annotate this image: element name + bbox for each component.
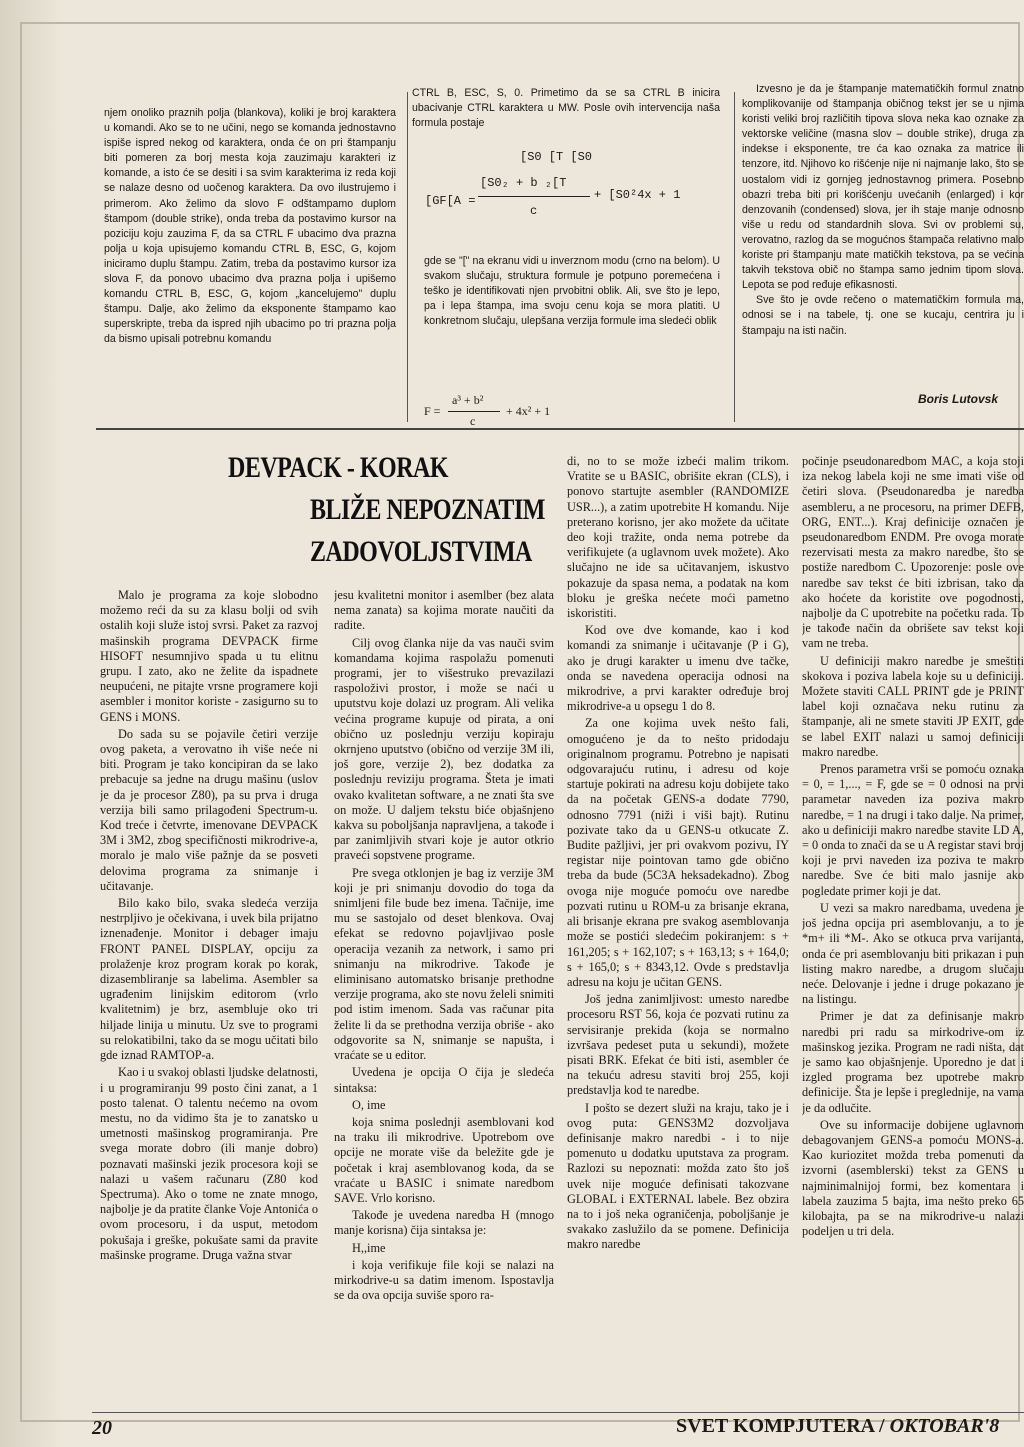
paragraph: Kod ove dve komande, kao i kod komandi za snimanje i učitavanje (P i G), ako je drugi karakter u imenu dve tačke, onda se navedena operacija odnosi na mikrodrive, a prvi karakter određuje broj mikrodrive-a u opsegu 1 do 8. <box>567 623 789 714</box>
paragraph: Cilj ovog članka nije da vas nauči svim komandama kojima raspolažu pomenuti programi, jer to višestruko prevazilazi raspoloživi prostor, i može se naći u uputstvu koje dolazi uz program. Ali velika većina programe kupuje od pirata, a oni obično uz poslednju verziju kopiraju okrnjeno uputstvo (obično od verzije 3M ili, još gore, verzije 2), bez dodatka za poslednju reviziju programa. Šteta je imati ovako kvalitetan software, a ne znati šta sve on može. U daljem tekstu biće objašnjeno kakva su poboljšanja napravljena, a takođe i par zanimljivih stvari koje je autor otkrio praveći sopstvene programe. <box>334 635 554 863</box>
paragraph: Izvesno je da je štampanje matematičkih formul znatno komplikovanije od štampanja običnog tekst jer se u njima koristi veliki broj različitih tipova slova neka kao oznake za vektorske veličine (masna slov – double strike), druga za indekse i eksponente, tre ća kao oznaka za matrice ili tenzore, itd. Njihovo ko rišćenje nije ni najmanje lako, što se uostalom vidi iz gornjeg jednostavnog primera. Posebno obazri treba biti pri korišćenju uvećanih (enlarged) i kor denzovanih (condensed) slova, jer ih staje manje odnosno više u redu od standardnih slova. Svi ov problemi su, verovatno, razlog da se mogućnos štampača relativno malo koriste pri štampanju mate matičkih tekstova, pa se većina takvih tekstova obič no štampa samo jednim tipom slova. Lepota se pod ređuje efikasnosti. <box>742 83 1024 292</box>
formula-garbled-lhs: [GF[A = <box>425 194 476 208</box>
section-divider <box>96 428 1024 430</box>
footer-rule <box>92 1412 1024 1413</box>
top-column-2-intro <box>412 86 720 136</box>
paragraph: di, no to se može izbeći malim trikom. Vratite se u BASIC, obrišite ekran (CLS), i ponovo startujte asembler (RANDOMIZE USR...), a zatim upotrebite H komandu. Nije preterano korisno, jer ako možete da učitate deo koji tražite, onda nema potrebe da verifikujete (a uglavnom uvek možete). Ako slučajno ne ide sa učitavanjem, iskustvo pokazuje da spasa nema, a podatak na kom bloku je greška nećete moći pametno iskoristiti. <box>567 454 789 621</box>
paragraph: jesu kvalitetni monitor i asemlber (bez alata nema zanata) sa kojima morate naučiti da radite. <box>334 588 554 633</box>
syntax-line: O, ime <box>352 1097 386 1112</box>
paragraph: Još jedna zanimljivost: umesto naredbe procesoru RST 56, koja će pozvati rutinu za servisiranje prekida (koja se normalno izvršava pedeset puta u sekundi), možete pisati BRK. Efekat će biti isti, asembler će na tekuću adresu staviti broj 255, koji predstavlja kod te naredbe. <box>567 992 789 1098</box>
article-column-2 <box>334 588 554 1408</box>
magazine-footer <box>676 1415 999 1438</box>
paragraph: U vezi sa makro naredbama, uvedena je još jedna opcija pri asemblovanju, a to je *m+ ili *M-. Ako se otkuca prva varijanta, onda će pri asemblovanju biti prikazan i pun listing makro naredbe, a drugom slučaju neće. Delovanje i jedne i druge pokazano je na listingu. <box>802 900 1024 1007</box>
top-column-1 <box>104 106 396 426</box>
magazine-name: SVET KOMPJUTERA <box>676 1415 874 1437</box>
article-title-line-3: ZADOVOLJSTVIMA <box>310 536 532 569</box>
paragraph: Ove su informacije dobijene uglavnom debagovanjem GENS-a pomoću MONS-a. Kao kuriozitet možda treba pomenuti da izvorni (asemblerski) tekst za GENS u najminimalnijoj formi, bez komentara i labela zauzima 5 bajta, ima nešto preko 65 kilobajta, pa se na mikrodrive-u nalazi podeljen u tri dela. <box>802 1117 1024 1239</box>
formula-final-fraction-bar <box>448 411 500 412</box>
article-column-3 <box>567 454 789 1408</box>
top-column-3 <box>742 82 1024 392</box>
paragraph: počinje pseudonaredbom MAC, a koja stoji iza nekog labela koji ne sme imati više od četiri slova. (Pseudonaredba je naredba asembleru, a ne procesoru, na primer DEFB, ORG, ENT...). Kraj definicije označen je pseudonaredbom ENDM. Pre ovoga morate rezervisati mesta za makro naredbe, što se postiže naredbom C. Upozorenje: posle ove naredbe sav tekst će biti izbrisan, tako da ako hoćete da koristite ove pogodnosti, najbolje da C upotrebite na početku rada. To je takođe način da obrišete sav tekst koji vam ne treba. <box>802 454 1024 651</box>
formula-garbled-numerator: [S0₂ + b ₂[T <box>480 176 567 190</box>
formula-final-denominator: c <box>470 414 476 428</box>
paragraph: Prenos parametra vrši se pomoću oznaka = 0, = 1,..., = F, gde se = 0 odnosi na prvi parametar naveden iza poziva makro naredbe, = 1 na drugi i tako dalje. Na primer, ako u definiciji makro naredbe stavite LD A, = 0 onda to znači da se u A registar stavi broj koji je prvi naveden iza poziva te makro naredbe. Sve će biti malo jasnije ako pogledate primer koji je dat. <box>802 762 1024 898</box>
paragraph: Uvedena je opcija O čija je sledeća sintaksa: <box>334 1065 554 1095</box>
article-title-line-1: DEVPACK - KORAK <box>228 452 449 485</box>
paragraph: I pošto se dezert služi na kraju, tako je i ovog puta: GENS3M2 dozvoljava definisanje makro naredbi - i to nije pomenuto u dodatku uputstava za program. Razlozi su nepoznati: možda zato što još uvek nije moguće definisati takozvane GLOBAL i EXTERNAL labele. Bez obzira na to i još neka ograničenja, poboljšanje je svakako zaslužilo da se pomene. Definicija makro naredbe <box>567 1100 789 1252</box>
paragraph: U definiciji makro naredbe je smeštiti skokova i poziva labela koje su u definiciji. Možete staviti CALL PRINT gde je PRINT label koji označava neku rutinu za štampanje, ali ne smete staviti JP EXIT, gde se label EXIT nalazi u samoj definiciji makro naredbe. <box>802 653 1024 759</box>
paragraph: Za one kojima uvek nešto fali, omogućeno je da to nešto pridodaju originalnom programu. Potrebno je napisati odgovarajuću rutinu, i adresu od koje startuje pokirati na adresu koju dobijete tako da na početak GENS-a dodate 7790, odnosno 7791 (niži i viši bajt). Rutinu pozivate tako da u GENS-u otkucate Z. Budite pažljivi, jer pri ovakvom pozivu, IY registar nije pointovan tamo gde obično treba da bude (5C3A heksadekadno). Zbog ovoga nije moguće pomoću ove naredbe pozvati rutinu u ROM-u za brisanje ekrana, ali brisanje ekrana pre svakog asemblovanja može se postići sledećim pokiranjem: s + 161,205; s + 162,107; s + 163,13; s + 164,0; s + 165,0; s + 8343,12. Ovde s predstavlja adresu na koju je učitan GENS. <box>567 716 789 989</box>
column-divider <box>734 92 735 422</box>
formula-final-lhs: F = <box>424 404 441 418</box>
issue-label: OKTOBAR'8 <box>889 1415 1000 1437</box>
paragraph: koja snima poslednji asemblovani kod na traku ili mikrodrive. Upotrebom ove opcije ne morate više da beležite gde je početak i kraj asemblovanog koda, da se vraćate u BASIC i snimate naredbom SAVE. Vrlo korisno. <box>334 1114 554 1205</box>
formula-garbled-denominator: c <box>530 204 538 218</box>
article-column-4 <box>802 454 1024 1408</box>
formula-final-tail: + 4x² + 1 <box>506 404 551 418</box>
paragraph: Sve što je ovde rečeno o matematičkim formula ma, odnosi se i na tabele, tj. one se kucaju, centrira ju i štampaju na isti način. <box>742 294 1024 337</box>
column-divider <box>407 92 408 422</box>
paragraph: gde se "[" na ekranu vidi u inverznom modu (crno na belom). U svakom slučaju, struktura formule je potpuno poremećena i teško je identifikovati njen prvobitni oblik. Ali, sve što je lepo, pa i lepa štampa, ima svoju cenu koja se mora platiti. U konkretnom slučaju, ulepšana verzija formule ima sledeći oblik <box>424 255 720 328</box>
formula-final-numerator: a³ + b² <box>452 393 484 407</box>
article-column-1 <box>100 588 318 1408</box>
paragraph: Kao i u svakoj oblasti ljudske delatnosti, i u programiranju 99 posto čini zanat, a 1 posto talenat. O talentu nećemo na ovom mestu, no da vidimo šta je to zanatsko u umetnosti mašinskog programiranja. Pre svega morate dobro (ili manje dobro) poznavati mašinski jezik procesora koji se nalazi u vašem računaru (Z80 kod Spectruma). Ako o tome ne znate mnogo, najbolje je da pratite članke Voje Antonića o ovom procesoru, i da usput, metodom pokušaja i greške, pokušate sami da pravite mašinske programe. Druga važna stvar <box>100 1065 318 1262</box>
author-signature: Boris Lutovsk <box>918 392 999 406</box>
paragraph: Pre svega otklonjen je bag iz verzije 3M koji je pri snimanju dovodio do toga da snimljeni file bude bez imena. Tačnije, ime mu se sastojalo od deset blenkova. Ovaj efekat se redovno pojavljivao posle operacija vezanih za network, i samo pri snimanju na mikrodrive. Takođe je eliminisano automatsko brisanje prethodne verzije programa, ako ste novu želeli snimiti pod istim imenom. Sada vas računar pita želite li da se prethodna verzija obriše - ako odgovorite sa N, snimanje se napušta, i vraćate se u editor. <box>334 865 554 1063</box>
formula-garbled-tail: + [S0²4x + 1 <box>594 188 681 202</box>
article-title-line-2: BLIŽE NEPOZNATIM <box>310 494 545 527</box>
paragraph: Bilo kako bilo, svaka sledeća verzija nestrpljivo je očekivana, i uvek bila prijatno iznenađenje. Monitor i debager imaju FRONT PANEL DISPLAY, opciju za prolaženje kroz program korak po korak, dizasembliranje sa labelima. Asembler sa ugrađenim linijskim editorom (vrlo kvalitetnim) je brz, asembluje oko tri hiljade linija u minutu. Uz sve to programi su relokatibilni, tako da se mogu učitati bilo gde iznad RAMTOP-a. <box>100 896 318 1063</box>
footer-separator: / <box>879 1415 885 1437</box>
page-number: 20 <box>92 1417 112 1439</box>
top-column-2-body <box>424 254 720 354</box>
paragraph: njem onoliko praznih polja (blankova), koliki je broj karaktera u komandi. Ako se to ne učini, nego se komanda jednostavno ispiše ispred nekog od karaktera, onda će on pri štampanju biti pomeren za borj mesta koja zauzimaju karakteri iz komande, a isto će se desiti i sa svim karakterima iz reda koji se nalaze desno od uočenog karaktera. Da ovo ilustrujemo i primerom. Ako želimo da slovo F odštampamo duplom štampom (double strike), onda treba da postavimo kursor na poziciju koju zauzima F, da sa CTRL F ubacimo dva prazna polja u koja upisujemo komandu CTRL B, ESC, G, kojom iniciramo duplu štampu. Zatim, treba da postavimo kursor iza slova F, da ponovo ubacimo dva prazna polja i upišemo komandu CTRL B, ESC, G, kojom „kancelujemo" duplu štampu. Dalje, ako želimo da eksponente štampamo kao superskripte, treba da ispred njih ubacimo po tri prazna polja da bismo upisali potrebnu komandu <box>104 107 396 346</box>
paragraph: i koja verifikuje file koji se nalazi na mirkodrive-u sa datim imenom. Ispostavlja se da ova opcija suviše sporo ra- <box>334 1257 554 1303</box>
formula-garbled-fraction-bar <box>478 196 590 197</box>
syntax-line: H,,ime <box>352 1240 386 1255</box>
paragraph: Do sada su se pojavile četiri verzije ovog paketa, a verovatno ih više neće ni biti. Program je tako koncipiran da se lako prebacuje sa jedne na drugu mašinu (uslov je da je procesor Z80), pa su prva i druga verzija bili samo prilagođeni Spectrum-u. Kod treće i četvrte, imenovane DEVPACK 3M i 3M2, zbog specifičnosti mikrodrive-a, moralo je malo više pažnje da se posveti delovima programa za snimanje i učitavanje. <box>100 726 318 893</box>
paragraph: Takođe je uvedena naredba H (mnogo manje korisna) čija sintaksa je: <box>334 1208 554 1238</box>
paragraph: Primer je dat za definisanje makro naredbi pri radu sa mirkodrive-om iz mašinskog jezika. Program ne radi ništa, dat je samo kao objašnjenje. Uporedno je dat i izgled programa bez upotrebe makro definicije. Šta je lepše i preglednije, na vama je da odlučite. <box>802 1009 1024 1115</box>
formula-garbled-top: [S0 [T [S0 <box>520 150 593 164</box>
paragraph: Malo je programa za koje slobodno možemo reći da su za klasu bolji od svih ostalih koji služe istoj svrsi. Paket za razvoj mašinskih programa DEVPACK firme HISOFT nesumnjivo spada u tu elitnu grupu. I zato, ako ne želite da ispadnete neupućeni, ne pitajte vrsne programere koji asembler i monitor koriste - zasigurno su to GENS i MONS. <box>100 588 318 724</box>
paragraph: CTRL B, ESC, S, 0. Primetimo da se sa CTRL B inicira ubacivanje CTRL karaktera u MW. Posle ovih intervencija naša formula postaje <box>412 87 720 130</box>
